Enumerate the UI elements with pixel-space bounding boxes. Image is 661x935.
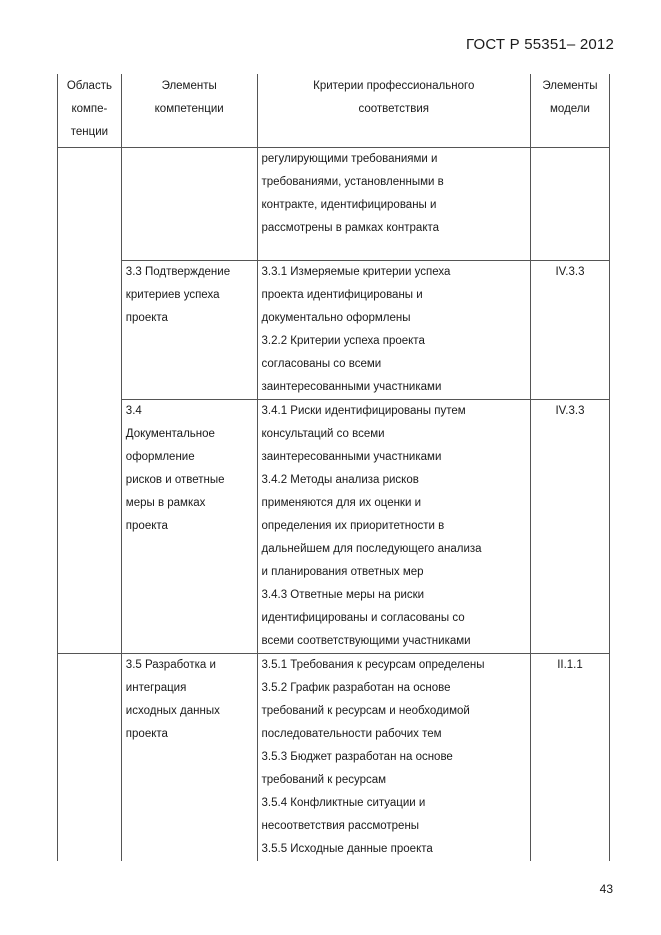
text-line: Элементы: [161, 80, 217, 92]
column-header-elements: [121, 74, 257, 148]
table-header-row: [58, 74, 610, 148]
criterion: [262, 792, 526, 838]
text-line: требований к ресурсам: [261, 774, 387, 786]
column-header-criteria: [257, 74, 530, 148]
table-row: [58, 400, 610, 654]
text-line: проекта: [125, 728, 168, 740]
criteria-cell: [257, 654, 530, 862]
text-line: консультаций со всеми: [261, 428, 385, 440]
text-line: и планирования ответных мер: [261, 566, 424, 578]
element-cell: [121, 261, 257, 400]
column-header-area: [58, 74, 122, 148]
table-row: [58, 261, 610, 400]
text-line: последовательности рабочих тем: [261, 728, 442, 740]
text-line: Документальное: [125, 428, 215, 440]
text-line: проекта: [125, 520, 168, 532]
model-cell: [530, 148, 609, 261]
text-line: исходных данных: [125, 705, 220, 717]
text-line: 3.5.5 Исходные данные проекта: [261, 843, 433, 855]
criterion: [262, 469, 526, 584]
criterion: [262, 838, 526, 861]
text-line: 3.4.3 Ответные меры на риски: [261, 589, 425, 601]
criterion: [262, 148, 526, 240]
text-line: рисков и ответные: [125, 474, 225, 486]
area-cell: [58, 654, 122, 862]
text-line: требований к ресурсам и необходимой: [261, 705, 470, 717]
text-line: Критерии профессионального: [313, 80, 475, 92]
text-line: тенции: [70, 126, 109, 138]
text-line: интеграция: [125, 682, 187, 694]
element-cell: [121, 400, 257, 654]
text-line: заинтересованными участниками: [261, 451, 442, 463]
criterion: [262, 261, 526, 330]
text-line: оформление: [125, 451, 195, 463]
model-cell: IV.3.3: [530, 261, 609, 400]
criterion: [262, 677, 526, 746]
text-line: заинтересованными участниками: [261, 381, 442, 393]
text-line: 3.5.1 Требования к ресурсам определены: [261, 659, 485, 671]
text-line: всеми соответствующими участниками: [261, 635, 471, 647]
text-line: дальнейшем для последующего анализа: [261, 543, 482, 555]
text-line: требованиями, установленными в: [261, 176, 444, 188]
text-line: 3.5.2 График разработан на основе: [261, 682, 451, 694]
criterion: [262, 584, 526, 653]
model-cell: IV.3.3: [530, 400, 609, 654]
text-line: контракте, идентифицированы и: [261, 199, 437, 211]
criterion: [262, 746, 526, 792]
text-line: проекта идентифицированы и: [261, 289, 423, 301]
text-line: идентифицированы и согласованы со: [261, 612, 465, 624]
text-line: модели: [550, 103, 590, 115]
text-line: 3.5.3 Бюджет разработан на основе: [261, 751, 453, 763]
column-header-model: [530, 74, 609, 148]
criteria-cell: [257, 148, 530, 261]
standard-header: ГОСТ Р 55351– 2012: [466, 36, 614, 53]
text-line: согласованы со всеми: [261, 358, 382, 370]
text-line: соответствия: [358, 103, 430, 115]
text-line: рассмотрены в рамках контракта: [261, 222, 440, 234]
text-line: 3.2.2 Критерии успеха проекта: [261, 335, 425, 347]
text-line: проекта: [125, 312, 168, 324]
text-line: регулирующими требованиями и: [261, 153, 438, 165]
text-line: 3.4.2 Методы анализа рисков: [261, 474, 419, 486]
area-cell: [58, 148, 122, 261]
criterion: [262, 330, 526, 399]
table-row: [58, 148, 610, 261]
text-line: меры в рамках: [125, 497, 206, 509]
competence-table: [57, 74, 610, 861]
text-line: компе-: [71, 103, 108, 115]
text-line: 3.4.1 Риски идентифицированы путем: [261, 405, 466, 417]
text-line: документально оформлены: [261, 312, 411, 324]
model-cell: II.1.1: [530, 654, 609, 862]
text-line: 3.4: [125, 405, 142, 417]
area-cell: [58, 261, 122, 400]
element-cell: [121, 148, 257, 261]
text-line: применяются для их оценки и: [261, 497, 422, 509]
area-cell: [58, 400, 122, 654]
text-line: определения их приоритетности в: [261, 520, 445, 532]
text-line: Элементы: [542, 80, 598, 92]
text-line: 3.5 Разработка и: [125, 659, 216, 671]
text-line: несоответствия рассмотрены: [261, 820, 420, 832]
criterion: [262, 654, 526, 677]
text-line: 3.3.1 Измеряемые критерии успеха: [261, 266, 451, 278]
text-line: критериев успеха: [125, 289, 220, 301]
criteria-cell: [257, 400, 530, 654]
table-row: [58, 654, 610, 862]
criteria-cell: [257, 261, 530, 400]
element-cell: [121, 654, 257, 862]
text-line: 3.5.4 Конфликтные ситуации и: [261, 797, 426, 809]
page-number: 43: [599, 882, 613, 896]
text-line: 3.3 Подтверждение: [125, 266, 231, 278]
text-line: компетенции: [154, 103, 224, 115]
text-line: Область: [66, 80, 112, 92]
criterion: [262, 400, 526, 469]
